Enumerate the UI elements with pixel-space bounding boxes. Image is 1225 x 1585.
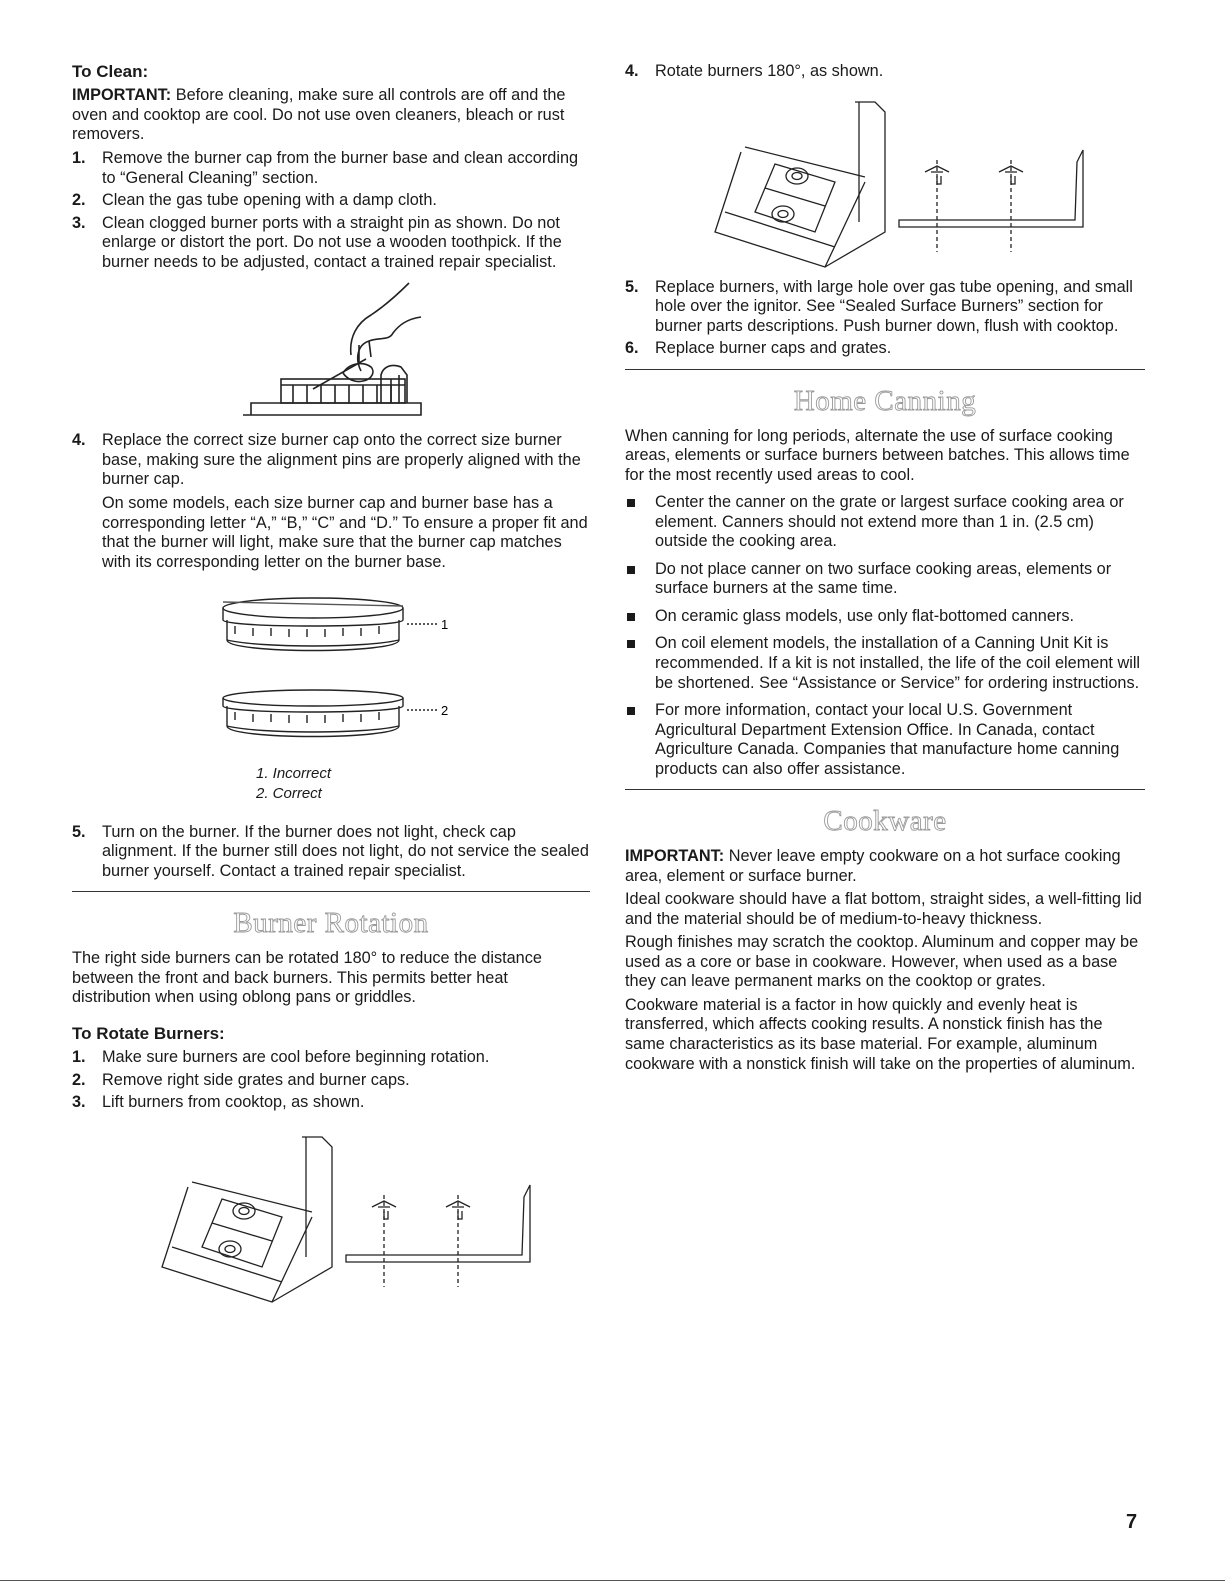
list-item (625, 607, 1145, 627)
important-label: IMPORTANT: (625, 847, 725, 866)
list-item (625, 278, 1145, 337)
rotate-burners-illustration (685, 92, 1085, 272)
section-divider (625, 789, 1145, 790)
to-clean-heading: To Clean: (72, 62, 149, 81)
bullet-square-icon (627, 613, 635, 621)
list-item (625, 339, 1145, 359)
step-number: 5. (625, 277, 639, 296)
bullet-text: On coil element models, the installation of a Canning Unit Kit is recommended. If a kit is not installed, the life of the coil element will be shortened. See “Assistance or Service” for ordering instructions. (655, 634, 1141, 692)
list-item (72, 1071, 590, 1091)
bullet-text: On ceramic glass models, use only flat-bottomed canners. (655, 606, 1074, 625)
bullet-text: Do not place canner on two surface cooking areas, elements or surface burners at the same time. (655, 559, 1112, 598)
clean-steps-list-continued (72, 431, 590, 572)
burner-rotation-title: Burner Rotation (233, 907, 429, 940)
rotate-steps-list (72, 1048, 590, 1113)
step-text: Make sure burners are cool before beginning rotation. (102, 1048, 490, 1067)
list-item (625, 634, 1145, 693)
step-text: Remove right side grates and burner caps. (102, 1070, 410, 1089)
list-item (72, 191, 590, 211)
cookware-paragraph: Ideal cookware should have a flat bottom, straight sides, a well-fitting lid and the material should be of medium-to-heavy thickness. (625, 890, 1142, 928)
canning-bullet-list (625, 493, 1145, 779)
cookware-important-paragraph (625, 847, 1145, 886)
list-item (72, 431, 590, 572)
cookware-paragraph: Rough finishes may scratch the cooktop. Aluminum and copper may be used as a core or base in cookware. However, when used as a base they can leave permanent marks on the cooktop or grates. (625, 933, 1139, 991)
figure-label-2: 2 (441, 703, 449, 719)
important-label: IMPORTANT: (72, 86, 172, 105)
section-divider (625, 369, 1145, 370)
caption-incorrect: 1. Incorrect (256, 765, 332, 783)
list-item (625, 62, 1145, 82)
rotate-steps-list-continued (625, 62, 1145, 82)
figure-label-1: 1 (441, 617, 449, 633)
caption-correct: 2. Correct (256, 785, 322, 803)
bottom-rule (0, 1580, 1225, 1581)
left-column (72, 62, 590, 1307)
home-canning-title: Home Canning (793, 384, 977, 417)
list-item (72, 214, 590, 273)
list-item (72, 149, 590, 188)
lift-burners-illustration (132, 1127, 532, 1307)
step-text: Replace burner caps and grates. (655, 339, 892, 358)
list-item (625, 560, 1145, 599)
list-item (625, 493, 1145, 552)
clean-steps-list-final (72, 823, 590, 882)
important-text: Never leave empty cookware on a hot surface cooking area, element or surface burner. (625, 847, 1121, 885)
step-number: 1. (72, 149, 86, 168)
clean-important-paragraph (72, 86, 590, 145)
bullet-text: For more information, contact your local U.S. Government Agricultural Department Extension Office. In Canada, contact Agriculture Canada. Companies that manufacture home canning products can also offer assistance. (655, 701, 1120, 778)
figure-captions (256, 764, 590, 805)
step-text: Replace burners, with large hole over gas tube opening, and small hole over the ignitor. See “Sealed Surface Burners” section for burner parts descriptions. Push burner down, flush with cooktop. (655, 277, 1133, 335)
list-item (72, 1048, 590, 1068)
rotate-steps-list-final (625, 278, 1145, 359)
bullet-square-icon (627, 640, 635, 648)
step-subparagraph: On some models, each size burner cap and burner base has a corresponding letter “A,” “B,” “C” and “D.” To ensure a proper fit and that the burner will light, make sure that the burner cap matches with its corresponding letter on the burner base. (102, 493, 588, 571)
step-text: Rotate burners 180°, as shown. (655, 62, 884, 80)
page-number: 7 (1126, 1511, 1138, 1533)
step-text: Remove the burner cap from the burner base and clean according to “General Cleaning” section. (102, 149, 579, 187)
burner-cap-illustration-correct (201, 684, 461, 764)
step-number: 1. (72, 1048, 86, 1067)
canning-intro: When canning for long periods, alternate the use of surface cooking areas, elements or surface burners between batches. This allows time for the most recently used areas to cool. (625, 426, 1130, 484)
right-column (625, 62, 1145, 1078)
step-text: Clean the gas tube opening with a damp cloth. (102, 191, 437, 210)
cookware-paragraph: Cookware material is a factor in how quickly and evenly heat is transferred, which affects cooking results. A nonstick finish has the same characteristics as its base material. For example, aluminum cookware with a nonstick finish will take on the properties of aluminum. (625, 995, 1136, 1073)
list-item (72, 1093, 590, 1113)
step-text: Clean clogged burner ports with a straight pin as shown. Do not enlarge or distort the port. Do not use a wooden toothpick. If the burner needs to be adjusted, contact a trained repair specialist. (102, 213, 562, 271)
rotation-intro: The right side burners can be rotated 180° to reduce the distance between the front and back burners. This permits better heat distribution when using oblong pans or griddles. (72, 949, 542, 1007)
step-number: 5. (72, 822, 86, 841)
step-number: 2. (72, 191, 86, 210)
step-number: 3. (72, 1093, 86, 1112)
bullet-square-icon (627, 499, 635, 507)
step-number: 4. (72, 431, 86, 450)
list-item (72, 823, 590, 882)
step-text: Turn on the burner. If the burner does not light, check cap alignment. If the burner still does not light, do not service the sealed burner yourself. Contact a trained repair specialist. (102, 822, 589, 880)
bullet-text: Center the canner on the grate or largest surface cooking area or element. Canners should not extend more than 1 in. (2.5 cm) outside the cooking area. (655, 493, 1124, 551)
step-number: 3. (72, 213, 86, 232)
bullet-square-icon (627, 707, 635, 715)
clean-steps-list (72, 149, 590, 272)
step-number: 6. (625, 339, 639, 358)
cookware-title: Cookware (823, 805, 947, 838)
step-text: Replace the correct size burner cap onto the correct size burner base, making sure the alignment pins are properly aligned with the burner cap. (102, 431, 581, 489)
list-item (625, 701, 1145, 779)
step-number: 4. (625, 62, 639, 80)
important-text: Before cleaning, make sure all controls are off and the oven and cooktop are cool. Do not use oven cleaners, bleach or rust removers. (72, 86, 566, 144)
step-text: Lift burners from cooktop, as shown. (102, 1093, 365, 1112)
to-rotate-heading: To Rotate Burners: (72, 1023, 225, 1043)
step-number: 2. (72, 1070, 86, 1089)
bullet-square-icon (627, 566, 635, 574)
pin-cleaning-illustration (231, 275, 431, 425)
burner-cap-illustration-incorrect (201, 588, 461, 680)
section-divider (72, 891, 590, 892)
